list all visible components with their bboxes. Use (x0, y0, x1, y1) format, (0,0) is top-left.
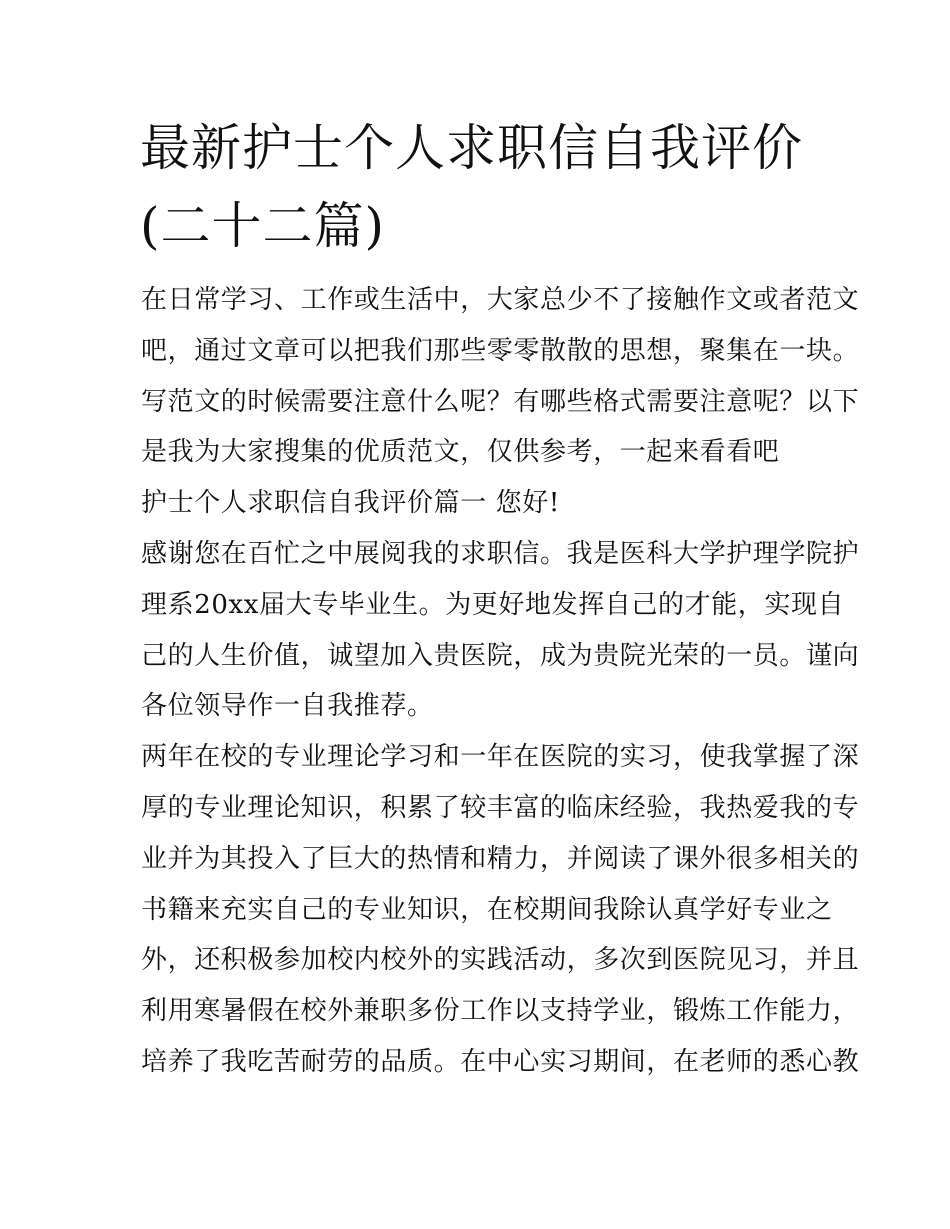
text-line: 写范文的时候需要注意什么呢？有哪些格式需要注意呢？以下 (141, 386, 860, 417)
document-title-line-1: 最新护士个人求职信自我评价 (140, 119, 803, 177)
text-line: 培养了我吃苦耐劳的品质。在中心实习期间，在老师的悉心教 (141, 1046, 860, 1077)
text-line: 感谢您在百忙之中展阅我的求职信。我是医科大学护理学院护 (141, 538, 860, 569)
text-line: 理系20xx届大专毕业生。为更好地发挥自己的才能，实现自 (141, 589, 845, 620)
document-title-line-2: (二十二篇) (140, 197, 386, 255)
text-line: 各位领导作一自我推荐。 (141, 691, 434, 722)
document-body (141, 282, 859, 1095)
text-line: 外，还积极参加校内校外的实践活动，多次到医院见习，并且 (141, 945, 860, 976)
section-heading: 护士个人求职信自我评价篇一 您好! (141, 488, 560, 519)
text-line: 吧，通过文章可以把我们那些零零散散的思想，聚集在一块。 (141, 335, 860, 366)
text-line: 利用寒暑假在校外兼职多份工作以支持学业，锻炼工作能力， (141, 996, 860, 1027)
text-line: 在日常学习、工作或生活中，大家总少不了接触作文或者范文 (141, 285, 860, 315)
text-line: 己的人生价值，诚望加入贵医院，成为贵院光荣的一员。谨向 (141, 640, 860, 671)
text-line: 是我为大家搜集的优质范文，仅供参考，一起来看看吧 (141, 437, 780, 468)
text-line: 厚的专业理论知识，积累了较丰富的临床经验，我热爱我的专 (141, 792, 860, 823)
text-line: 书籍来充实自己的专业知识，在校期间我除认真学好专业之 (141, 894, 833, 925)
text-line: 业并为其投入了巨大的热情和精力，并阅读了课外很多相关的 (141, 843, 860, 874)
text-line: 两年在校的专业理论学习和一年在医院的实习，使我掌握了深 (141, 742, 860, 773)
